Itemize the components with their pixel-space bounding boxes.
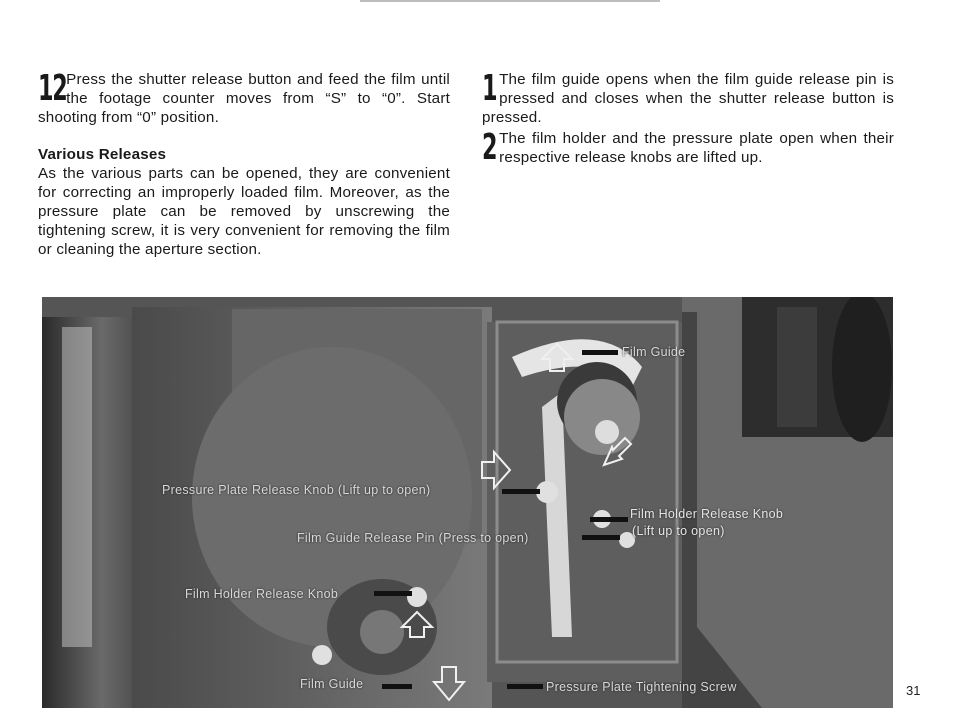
label-film-holder-release-knob-right-2: (Lift up to open) [632,524,725,538]
step-number-1: 1 [482,68,497,109]
step-2 [482,129,894,167]
label-pressure-plate-release-knob: Pressure Plate Release Knob (Lift up to open) [162,483,431,497]
label-film-holder-release-knob-left: Film Holder Release Knob [185,587,339,601]
section-paragraph: As the various parts can be opened, they are convenient for correcting an improperly loaded film. Moreover, as the pressure plate can be removed by unscrewing the tightening screw, it is very convenient for removing the film or cleaning the aperture section. [38,165,450,258]
left-column [38,70,450,259]
label-film-guide-release-pin: Film Guide Release Pin (Press to open) [297,531,529,545]
step-1 [482,70,894,127]
section-heading: Various Releases [38,146,167,163]
right-column [482,70,894,167]
camera-illustration [42,297,893,708]
label-film-holder-release-knob-right-1: Film Holder Release Knob [630,507,784,521]
top-rule [360,0,660,2]
label-pressure-plate-tightening-screw: Pressure Plate Tightening Screw [546,680,737,694]
step-2-text: The film holder and the pressure plate open when their respective release knobs are lifted up. [499,130,894,166]
step-number-12: 12 [38,68,67,109]
step-12 [38,70,450,127]
step-1-text: The film guide opens when the film guide release pin is pressed and closes when the shutter release button is pressed. [482,71,894,126]
label-film-guide-top: Film Guide [622,345,686,359]
page-number: 31 [906,683,921,698]
label-film-guide-bottom: Film Guide [300,677,364,691]
step-12-text: Press the shutter release button and feed the film until the footage counter moves from “S” to “0”. Start shooting from “0” position. [38,71,450,126]
camera-interior-photo [42,297,893,708]
step-number-2: 2 [482,127,497,168]
